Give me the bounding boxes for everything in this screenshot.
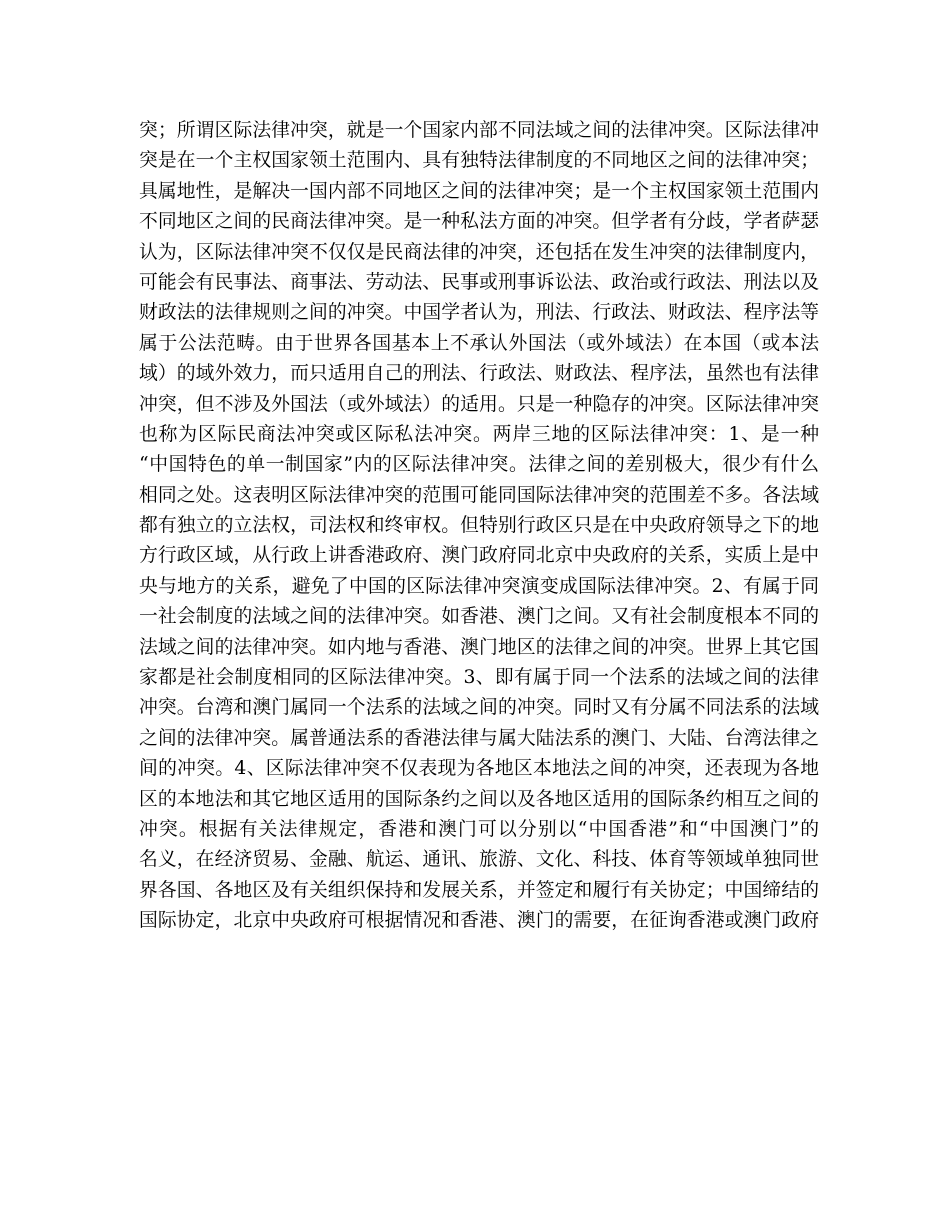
text-line: 冲突。根据有关法律规定，香港和澳门可以分别以“中国香港”和“中国澳门”的: [139, 818, 819, 840]
text-line: 域）的域外效力，而只适用自己的刑法、行政法、财政法、程序法，虽然也有法律: [139, 363, 819, 385]
text-line: 间的冲突。4、区际法律冲突不仅表现为各地区本地法之间的冲突，还表现为各地: [139, 758, 819, 780]
text-line: 央与地方的关系，避免了中国的区际法律冲突演变成国际法律冲突。2、有属于同: [139, 575, 819, 597]
text-line: 都有独立的立法权，司法权和终审权。但特别行政区只是在中央政府领导之下的地: [139, 515, 819, 537]
text-line: 界各国、各地区及有关组织保持和发展关系，并签定和履行有关协定；中国缔结的: [139, 879, 819, 901]
text-line: 名义，在经济贸易、金融、航运、通讯、旅游、文化、科技、体育等领域单独同世: [139, 849, 819, 871]
text-line: 认为，区际法律冲突不仅仅是民商法律的冲突，还包括在发生冲突的法律制度内，: [139, 241, 819, 263]
text-line: 国际协定，北京中央政府可根据情况和香港、澳门的需要，在征询香港或澳门政府: [139, 910, 819, 932]
text-line: “中国特色的单一制国家”内的区际法律冲突。法律之间的差别极大，很少有什么: [139, 454, 819, 476]
text-line: 突是在一个主权国家领土范围内、具有独特法律制度的不同地区之间的法律冲突；: [139, 150, 819, 172]
text-line: 也称为区际民商法冲突或区际私法冲突。两岸三地的区际法律冲突：1、是一种: [139, 423, 819, 445]
text-line: 之间的法律冲突。属普通法系的香港法律与属大陆法系的澳门、大陆、台湾法律之: [139, 727, 819, 749]
text-line: 家都是社会制度相同的区际法律冲突。3、即有属于同一个法系的法域之间的法律: [139, 667, 819, 689]
text-line: 法域之间的法律冲突。如内地与香港、澳门地区的法律之间的冲突。世界上其它国: [139, 636, 819, 658]
text-line: 可能会有民事法、商事法、劳动法、民事或刑事诉讼法、政治或行政法、刑法以及: [139, 271, 819, 293]
text-line: 方行政区域，从行政上讲香港政府、澳门政府同北京中央政府的关系，实质上是中: [139, 545, 819, 567]
text-line: 财政法的法律规则之间的冲突。中国学者认为，刑法、行政法、财政法、程序法等: [139, 302, 819, 324]
text-line: 属于公法范畴。由于世界各国基本上不承认外国法（或外域法）在本国（或本法: [139, 332, 819, 354]
text-line: 相同之处。这表明区际法律冲突的范围可能同国际法律冲突的范围差不多。各法域: [139, 484, 819, 506]
text-line: 具属地性，是解决一国内部不同地区之间的法律冲突；是一个主权国家领土范围内: [139, 180, 819, 202]
text-line: 突；所谓区际法律冲突，就是一个国家内部不同法域之间的法律冲突。区际法律冲: [139, 120, 819, 141]
text-line: 一社会制度的法域之间的法律冲突。如香港、澳门之间。又有社会制度根本不同的: [139, 606, 819, 628]
text-line: 不同地区之间的民商法律冲突。是一种私法方面的冲突。但学者有分歧，学者萨瑟: [139, 211, 819, 233]
text-line: 冲突，但不涉及外国法（或外域法）的适用。只是一种隐存的冲突。区际法律冲突: [139, 393, 819, 415]
text-line: 冲突。台湾和澳门属同一个法系的法域之间的冲突。同时又有分属不同法系的法域: [139, 697, 819, 719]
text-line: 区的本地法和其它地区适用的国际条约之间以及各地区适用的国际条约相互之间的: [139, 788, 819, 810]
body-text: [139, 116, 819, 937]
